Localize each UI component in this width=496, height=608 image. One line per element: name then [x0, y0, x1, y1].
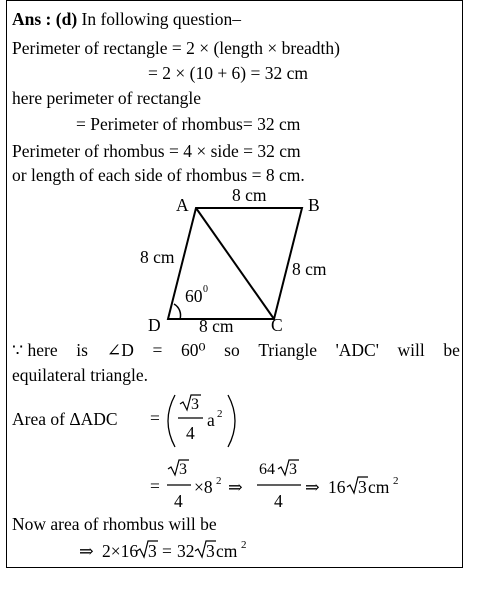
svg-text:3: 3	[206, 541, 215, 561]
svg-text:3: 3	[358, 477, 367, 497]
svg-text:⇒: ⇒	[228, 477, 243, 497]
svg-text:4: 4	[186, 423, 195, 443]
svg-text:×8: ×8	[194, 477, 213, 497]
vertex-c: C	[271, 315, 283, 335]
final-answer	[74, 535, 314, 565]
because-word: will	[397, 340, 425, 360]
svg-text:cm: cm	[216, 541, 238, 561]
because-word: ∠D	[106, 340, 134, 360]
rectangle-perimeter-value: = 2 × (10 + 6) = 32 cm	[148, 63, 309, 83]
rhombus-area-line: Now area of rhombus will be	[12, 514, 217, 534]
svg-text:64: 64	[259, 461, 275, 478]
vertex-a: A	[176, 195, 189, 215]
answer-intro: In following question–	[81, 9, 241, 29]
diagonal-ac	[196, 208, 274, 319]
because-word: 'ADC'	[335, 340, 379, 360]
because-word: Triangle	[258, 340, 317, 360]
svg-text:2: 2	[216, 475, 222, 487]
because-word: 60⁰	[181, 340, 206, 360]
svg-text:=: =	[150, 408, 160, 428]
svg-text:32: 32	[177, 541, 195, 561]
area-label: Area of ΔADC	[12, 409, 118, 429]
bottom-side-label: 8 cm	[199, 316, 234, 336]
equilateral-line: equilateral triangle.	[12, 365, 149, 385]
svg-text:4: 4	[274, 491, 283, 511]
side-length-line: or length of each side of rhombus = 8 cm.	[12, 165, 305, 185]
because-word: so	[224, 340, 240, 360]
angle-degree: 0	[203, 284, 208, 295]
answer-heading	[12, 9, 241, 29]
rhombus-figure	[130, 184, 350, 336]
svg-text:4: 4	[174, 491, 183, 511]
svg-text:cm: cm	[368, 477, 390, 497]
rhombus-side-formula: Perimeter of rhombus = 4 × side = 32 cm	[12, 141, 301, 161]
vertex-d: D	[148, 315, 161, 335]
svg-text:a: a	[207, 410, 215, 430]
here-perimeter-line: here perimeter of rectangle	[12, 88, 201, 108]
rectangle-perimeter-line: Perimeter of rectangle = 2 × (length × breadth)	[12, 38, 340, 58]
svg-text:3: 3	[148, 541, 157, 561]
svg-text:⇒: ⇒	[305, 477, 320, 497]
because-line	[12, 340, 460, 360]
left-side-label: 8 cm	[140, 247, 175, 267]
svg-text:=: =	[150, 476, 160, 496]
angle-label: 60	[185, 286, 203, 306]
angle-arc	[174, 304, 181, 319]
svg-text:2: 2	[241, 539, 247, 551]
svg-text:2×16: 2×16	[102, 541, 139, 561]
svg-text:3: 3	[179, 461, 187, 478]
svg-text:2: 2	[217, 408, 223, 420]
because-word: is	[76, 340, 88, 360]
rhombus-perimeter-equal: = Perimeter of rhombus= 32 cm	[76, 114, 301, 134]
answer-option: (d)	[55, 9, 78, 29]
svg-text:3: 3	[191, 396, 199, 413]
svg-text:⇒: ⇒	[79, 541, 94, 561]
area-calculation	[145, 454, 415, 514]
svg-text:=: =	[162, 541, 172, 561]
because-word: ∵ here	[12, 340, 58, 360]
svg-text:3: 3	[289, 461, 297, 478]
top-side-label: 8 cm	[232, 185, 267, 205]
right-side-label: 8 cm	[292, 259, 327, 279]
because-word: =	[152, 340, 163, 360]
svg-text:2: 2	[393, 475, 399, 487]
vertex-b: B	[308, 195, 320, 215]
area-formula	[145, 390, 245, 452]
svg-text:16: 16	[328, 477, 346, 497]
answer-prefix: Ans :	[12, 9, 52, 29]
because-word: be	[443, 340, 460, 360]
